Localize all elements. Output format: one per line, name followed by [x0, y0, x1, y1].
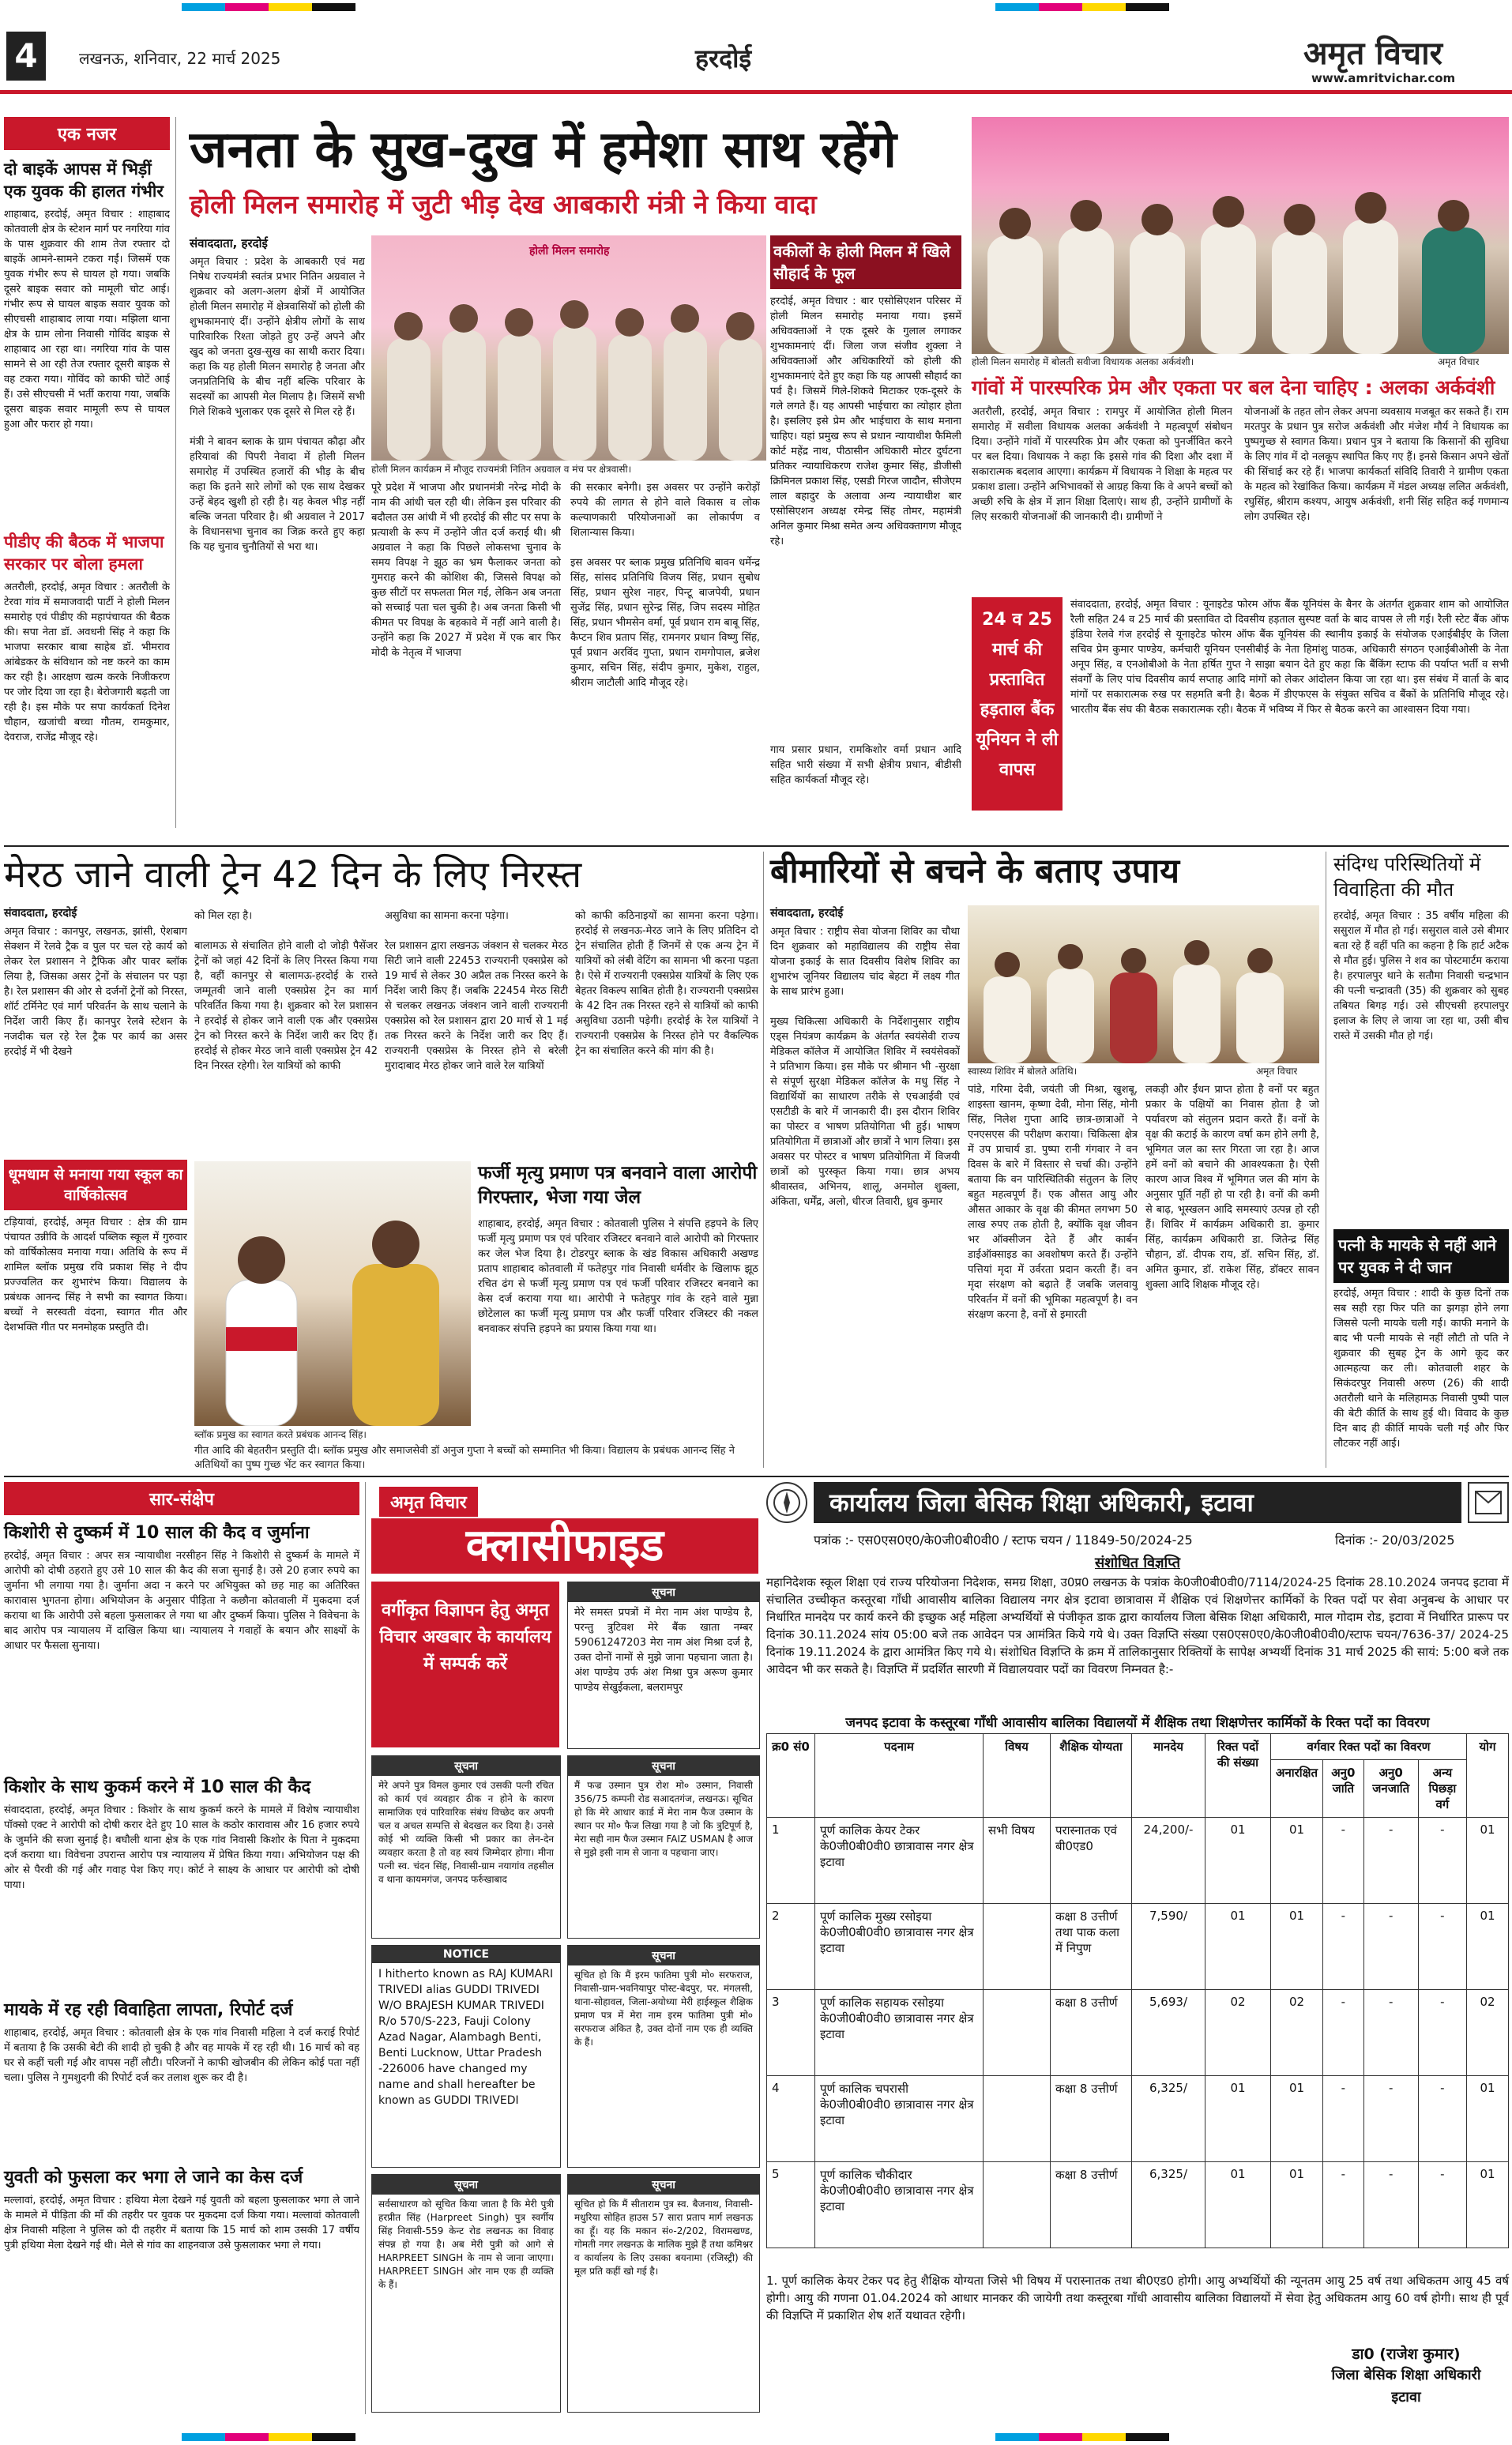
- classified-notice-4: [371, 1945, 561, 2168]
- cell-st: -: [1363, 1818, 1418, 1904]
- col-divider-sar: [365, 1482, 366, 2414]
- print-color-bar-top-left: [182, 3, 355, 11]
- sar-story-1-body: हरदोई, अमृत विचार : अपर सत्र न्यायाधीश नरसीहन सिंह ने किशोरी से दुष्कर्म के मामले में आरोपी को दोषी ठहराते हुए उसे 10 साल की कैद की सजा सुनाई है। उसे 20 हजार रुपये का जुर्माना भी लगाया गया है। जुर्माना अदा न करने पर अभियुक्त को छह माह का अतिरिक्त कारावास भुगतना होगा। अभियोजन के अनुसार पीड़िता ने कछौना कोतवाली में मुकदमा दर्ज कराया था कि आरोपी उसे बहला फुसलाकर ले गया था और दुष्कर्म किया। पुलिस ने विवेचना के बाद आरोप पत्र न्यायालय में दाखिल किया था। न्यायालय ने गवाहों के बयान और साक्ष्यों के आधार पर फैसला सुनाया।: [4, 1550, 359, 1652]
- th-total: योग: [1467, 1734, 1509, 1818]
- health-col-1: अमृत विचार : राष्ट्रीय सेवा योजना शिविर का चौथा दिन शुक्रवार को महाविद्यालय की राष्ट्रीय सेवा योजना इकाई के सात दिवसीय विशेष शिविर का शुभारंभ जूनियर विद्यालय चांद बेहटा में लक्ष्य गीत के साथ प्रारंभ हुआ। मुख्य चिकित्सा अधिकारी के निर्देशानुसार राष्ट्रीय एड्स नियंत्रण कार्यक्रम के अंतर्गत स्वयंसेवी राज्य मेडिकल कॉलेज में आयोजित शिविर में स्वयंसेवकों ने प्रतिभाग किया। इस मौके पर श्रीमान भी -सुरक्षा से संपूर्ण सुरक्षा मेडिकल कॉलेज के मधु सिंह ने विद्यार्थियों का साधारण तरीके से एचआईवी एवं एसटीडी के बारे में जानकारी दी। इस दौरान शिविर का पोस्टर व भाषण प्रतियोगिता भी हुई। भाषण प्रतियोगिता में छात्राओं और छात्रों ने भाग लिया। इस अवसर पर पोस्टर व भाषण प्रतियोगिता में विजयी छात्रों को पुरस्कृत किया गया। छात्र अभय श्रीवास्तव, अभिनय, शालू, अनमोल शुक्ला, अंकिता, धर्मेंद्र, अलो, धीरज तिवारी, ध्रुव कुमार: [770, 926, 960, 1208]
- cell-qualification: कक्षा 8 उत्तीर्ण: [1051, 2076, 1132, 2162]
- cell-obc: -: [1418, 1818, 1466, 1904]
- lead-photo: [371, 235, 766, 461]
- table-header-row: [767, 1734, 1509, 1760]
- header-rule: [0, 90, 1512, 94]
- classified-notice-7: [567, 2174, 760, 2413]
- cell-vacancies: 01: [1205, 1818, 1271, 1904]
- lead-col-2: पूरे प्रदेश में भाजपा और प्रधानमंत्री नरेन्द्र मोदी के नाम की आंधी चल रही थी। लेकिन इस परिवार की बदौलत उस आंधी में भी हरदोई की सीट पर सपा के प्रत्याशी के रूप में उन्होंने जीत दर्ज कराई थी। श्री अग्रवाल ने कहा कि पिछले लोकसभा चुनाव के समय विपक्ष ने झूठ का भ्रम फैलाकर जनता को गुमराह करने की कोशिश की, जिससे विपक्ष को कुछ सीटों पर सफलता मिल गई, लेकिन अब जनता को सच्चाई पता चल चुकी है। अब जनता किसी भी कीमत पर विपक्ष के बहकावे में नहीं आने वाली है। उन्होंने कहा कि 2027 में प्रदेश में एक बार फिर मोदी के नेतृत्व में भाजपा: [371, 482, 561, 659]
- cell-total: 02: [1467, 1990, 1509, 2076]
- sar-story-2-body: संवाददाता, हरदोई, अमृत विचार : किशोर के साथ कुकर्म करने के मामले में विशेष न्यायाधीश पॉक्सो एक्ट ने आरोपी को दोषी करार देते हुए 10 साल के कठोर कारावास और 16 हजार रुपये के जुर्माने की सजा सुनाई है। बघौली थाना क्षेत्र के एक गांव निवासी किशोर के पिता ने मुकदमा दर्ज कराया था। विवेचना उपरान्त आरोप पत्र न्यायालय में प्रेषित किया गया। अभियोजन पक्ष की ओर से पैरवी की गई और गवाह पेश किए गए। कोर्ट ने साक्ष्य के आधार पर आरोपी को दोषी पाया।: [4, 1804, 359, 1891]
- health-photo-caption: स्वास्थ्य शिविर में बोलते अतिथि।: [968, 1066, 1078, 1077]
- mayke-body: हरदोई, अमृत विचार : शादी के कुछ दिनों तक सब सही रहा फिर पति का झगड़ा होने लगा जिससे पत्नी मायके चली गई। काफी मनाने के बाद भी पत्नी मायके से नहीं लौटी तो पति ने शुक्रवार की सुबह ट्रेन के आगे कूद कर आत्महत्या कर ली। कोतवाली शहर के सिकंदरपुर निवासी अरुण (26) की शादी अतरौली थाने के मलिहामऊ निवासी पुष्पी पाल की बेटी कीर्ति के साथ हुई थी। विवाद के कुछ दिन बाद ही कीर्ति मायके चली गई और फिर लौटकर नहीं आई।: [1333, 1288, 1509, 1450]
- table-row: [767, 1818, 1509, 1904]
- cell-obc: -: [1418, 1904, 1466, 1990]
- lead-photo-people: [371, 291, 766, 461]
- cell-sc: -: [1323, 1990, 1364, 2076]
- bsa-patrank: पत्रांक :- एस0एस0ए0/के0जी0बी0वी0 / स्टाफ चयन / 11849-50/2024-25: [814, 1533, 1193, 1548]
- th-serial: क्र0 सं0: [767, 1734, 815, 1818]
- table-row: [767, 2162, 1509, 2248]
- cell-serial: 5: [767, 2162, 815, 2248]
- lead-photo-caption: होली मिलन कार्यक्रम में मौजूद राज्यमंत्री नितिन अग्रवाल व मंच पर क्षेत्रवासी।: [371, 464, 632, 475]
- cell-honorarium: 7,590/: [1132, 1904, 1205, 1990]
- th-st: अनु0 जनजाति: [1363, 1760, 1418, 1818]
- classified-promo: वर्गीकृत विज्ञापन हेतु अमृत विचार अखबार के कार्यालय में सम्पर्क करें: [371, 1582, 559, 1747]
- lead-headline: जनता के सुख-दुख में हमेशा साथ रहेंगे: [190, 121, 897, 179]
- notice-2-text: मेरे अपने पुत्र विमल कुमार एवं उसकी पत्नी रचित को कार्य एवं व्यवहार ठीक न होने के कारण सामाजिक एवं पारिवारिक संबंध विच्छेद कर अपनी चल व अचल सम्पत्ति से बेदखल कर दिया है। उनसे कोई भी व्यक्ति किसी भी प्रकार का लेन-देन व्यवहार करता है तो वह स्वयं जिम्मेदार होगा। मीना पत्नी स्व. चंदन सिंह, निवासी-ग्राम नयागांव तहसील व थाना कायमगंज, जनपद फर्रुखाबाद: [378, 1780, 554, 1885]
- th-obc: अन्य पिछड़ा वर्ग: [1418, 1760, 1466, 1818]
- lawyers-holi-box: [770, 235, 961, 678]
- lawyers-holi-body: हरदोई, अमृत विचार : बार एसोसिएशन परिसर में होली मिलन समारोह मनाया गया। इसमें अधिवक्ताओं ने एक दूसरे के गुलाल लगाकर शुभकामनाएं दीं। जिला जज संजीव शुक्ला ने अधिवक्ताओं और अधिकारियों को होली की शुभकामनाएं देते हुए कहा कि यह आपसी सौहार्द का पर्व है। जिसमें गिले-शिकवे मिटाकर एक-दूसरे के गले लगते हैं। यह आपसी भाईचारा का त्योहार होता है। इसलिए इसे प्रेम और भाईचारा के साथ मनाना चाहिए। यहां प्रमुख रूप से प्रधान न्यायाधीश फैमिली कोर्ट महेंद्र नाथ, पीठासीन अधिकारी मोटर दुर्घटना प्रतिकर न्यायाधिकरण राजेश कुमार सिंह, डीजीसी क्रिमिनल प्रकाश सिंह, एसडी गिरज जादौन, सीजेएम लाल बहादुर के अलावा अन्य न्यायाधीश बार एसोसिएशन अध्यक्ष रमेन्द्र सिंह तोमर, महामंत्री अनिल कुमार मिश्रा समेत अन्य अधिवक्तागण मौजूद रहे।: [770, 295, 961, 547]
- table-row: [767, 1990, 1509, 2076]
- cell-serial: 4: [767, 2076, 815, 2162]
- notice-7-label: सूचना: [568, 2175, 759, 2195]
- health-col-2: पांडे, गरिमा देवी, जयंती जी मिश्रा, खुशबू, शाइस्ता खानम, कृष्णा देवी, मोना सिंह, मोनी सिंह, निलेश गुप्ता आदि छात्र-छात्राओं ने एनएसएस की परीक्षण कराया। चिकित्सा क्षेत्र में उप प्राचार्य डा. पुष्पा रानी गंगवार ने वन दिवस के बारे में विस्तार से चर्चा की। उन्होंने बताया कि वन पारिस्थितिकी संतुलन के लिए बहुत महत्वपूर्ण हैं। एक औसत आयु और औसत आकार के वृक्ष की कीमत लगभग 50 लाख रुपए तक होती है, क्योंकि वृक्ष जीवन भर ऑक्सीजन देते हैं और कार्बन डाईऑक्साइड का अवशोषण करते हैं। उन्होंने पत्तियां मृदा में उर्वरता प्रदान करती हैं। वन मृदा संरक्षण को बढ़ाते हैं जबकि जलवायु परिवर्तन में वनों की भूमिका महत्वपूर्ण है। वन संरक्षण करना है, वनों से इमारती: [968, 1084, 1138, 1321]
- train-col-2: को मिल रहा है। बालामऊ से संचालित होने वाली दो जोड़ी पैसेंजर ट्रेनों को जहां 42 दिनों के लिए निरस्त किया गया है, वहीं कानपुर से बालामऊ-हरदोई के रास्ते जम्मूतवी जाने वाली एक्सप्रेस ट्रेन का मार्ग परिवर्तित किया गया है। शुक्रवार को रेल प्रशासन ने हरदोई से होकर जाने वाली एक और एक्सप्रेस ट्रेन को निरस्त करने के निर्देश जारी कर दिए हैं। हरदोई से होकर मेरठ जाने वाली एक्सप्रेस ट्रेन 42 दिन निरस्त रहेगी। रेल यात्रियों को काफी: [194, 910, 378, 1072]
- train-col-4: को काफी कठिनाइयों का सामना करना पड़ेगा। हरदोई से लखनऊ-मेरठ जाने के लिए प्रतिदिन दो ट्रेन संचालित होती हैं जिनमें से एक अन्य ट्रेन में यात्रियों को लंबी वेटिंग का सामना भी करना पड़ता है। ऐसे में राज्यरानी एक्सप्रेस यात्रियों के लिए एक बेहतर विकल्प साबित होती है। राज्यरानी एक्सप्रेस के 42 दिन तक निरस्त रहने से यात्रियों को काफी असुविधा उठानी पड़ेगी। हरदोई के रेल यात्रियों ने राज्यरानी एक्सप्रेस के निरस्त होने पर वैकल्पिक ट्रेन का संचालित करने की मांग की है।: [575, 910, 758, 1057]
- cell-qualification: कक्षा 8 उत्तीर्ण: [1051, 1990, 1132, 2076]
- school-photo-people: [194, 1209, 471, 1426]
- cell-obc: -: [1418, 2162, 1466, 2248]
- cell-total: 01: [1467, 1818, 1509, 1904]
- page-header: [0, 24, 1512, 103]
- bsa-advert: [766, 1482, 1509, 2414]
- page-number-box: [6, 32, 46, 81]
- cell-qualification: परास्नातक एवं बी0एड0: [1051, 1818, 1132, 1904]
- cell-unreserved: 01: [1271, 2162, 1323, 2248]
- suspicious-death-body: हरदोई, अमृत विचार : 35 वर्षीय महिला की ससुराल में मौत हो गई। ससुराल वाले उसे बीमार बता रहे हैं वहीं पति का कहना है कि हार्ट अटैक से मौत हुई। पुलिस ने शव का पोस्टमार्टम कराया है। हरपालपुर थाने के सतौमा निवासी चन्द्रभान की पत्नी चन्द्रावती (35) की शुक्रवार को सुबह तबियत बिगड़ गई। उसे सीएचसी हरपालपुर इलाज के लिए ले जाया जा रहा था, उसी बीच रास्ते में उसकी मौत हो गई।: [1333, 910, 1509, 1042]
- alka-body-2: योजनाओं के तहत लोन लेकर अपना व्यवसाय मजबूत कर सकते हैं। राम मरतपुर के प्रधान पुत्र सरोज अर्कवंशी और मंजेश मौर्य ने विधायक का पुष्पगुच्छ से स्वागत किया। प्रधान पुत्र ने बताया कि किसानों की सुविधा के लिए गांव में दो नलकूप स्थापित किए गए हैं। इनसे किसान अपने खेतों की सिंचाई कर रहे हैं। भाजपा कार्यकर्ता संविदि तिवारी ने ग्रामीण एकता के महत्व को रेखांकित किया। कार्यक्रम में मंडल अध्यक्ष ललित अर्कवंशी, रघुसिंह, श्रीराम कश्यप, आयुष अर्कवंशी, शनी सिंह सहित कई गणमान्य लोग उपस्थित रहे।: [1244, 406, 1509, 523]
- cell-sc: -: [1323, 2076, 1364, 2162]
- sar-story-4-headline: युवती को फुसला कर भगा ले जाने का केस दर्ज: [4, 2168, 303, 2187]
- alka-headline: गांवों में पारस्परिक प्रेम और एकता पर बल देना चाहिए : अलका अर्कवंशी: [972, 376, 1495, 399]
- cell-post: पूर्ण कालिक सहायक रसोइया के0जी0बी0वी0 छात्रावास नगर क्षेत्र इटावा: [815, 1990, 984, 2076]
- train-headline: मेरठ जाने वाली ट्रेन 42 दिन के लिए निरस्त: [4, 853, 582, 897]
- th-qualification: शैक्षिक योग्यता: [1051, 1734, 1132, 1818]
- train-col-3: असुविधा का सामना करना पड़ेगा। रेल प्रशासन द्वारा लखनऊ जंक्शन से चलकर मेरठ सिटी जाने वाली 22453 राज्यरानी एक्सप्रेस को 19 मार्च से लेकर 30 अप्रैल तक निरस्त करने के निर्देश जारी किए हैं। जबकि 22454 मेरठ सिटी से चलकर लखनऊ जंक्शन जाने वाली राज्यरानी एक्सप्रेस को रेल प्रशासन द्वारा 20 मार्च से 1 मई तक निरस्त करने के निर्देश जारी कर दिए हैं। राज्यरानी एक्सप्रेस के निरस्त होने से बरेली मुरादाबाद मेरठ होकर जाने वाले रेल यात्रियों: [385, 910, 568, 1072]
- col-divider-left: [175, 117, 176, 828]
- cell-vacancies: 01: [1205, 2076, 1271, 2162]
- bsa-signature-title-1: जिला बेसिक शिक्षा अधिकारी: [1331, 2367, 1481, 2383]
- dateline: लखनऊ, शनिवार, 22 मार्च 2025: [79, 49, 281, 68]
- cell-serial: 1: [767, 1818, 815, 1904]
- classified-notice-2: [371, 1755, 561, 1939]
- health-byline: संवाददाता, हरदोई: [770, 907, 844, 920]
- alka-body-1: अतरौली, हरदोई, अमृत विचार : रामपुर में आयोजित होली मिलन समारोह में सवीला विधायक अलका अर्कवंशी ने महत्वपूर्ण संबोधन दिया। उन्होंने गांवों में पारस्परिक प्रेम और एकता को पुनर्जीवित करने पर बल दिया। विधायक ने कहा कि इससे गांव की दिशा और दशा में सकारात्मक बदलाव आएगा। कार्यक्रम में विधायक ने शिक्षा के महत्व पर प्रकाश डाला। उन्होंने अभिभावकों से आग्रह किया कि वे अपने बच्चों को अच्छी रुचि के क्षेत्र में ज्ञान शिक्षा दिलाएं। साथ ही, उन्होंने ग्रामीणों के लिए सरकारी योजनाओं की जानकारी दी। ग्रामीणों ने: [972, 406, 1232, 523]
- cell-unreserved: 01: [1271, 1904, 1323, 1990]
- bsa-title-bar: [814, 1482, 1461, 1523]
- cell-subject: सभी विषय: [984, 1818, 1051, 1904]
- cell-subject: [984, 1990, 1051, 2076]
- col-divider-mid: [763, 852, 764, 1468]
- cell-subject: [984, 2076, 1051, 2162]
- lead-byline: संवाददाता, हरदोई: [190, 236, 268, 250]
- notice-3-label: सूचना: [568, 1756, 759, 1776]
- notice-5-label: सूचना: [568, 1946, 759, 1965]
- brand-website: www.amritvichar.com: [1311, 71, 1456, 85]
- print-color-bar-bottom-right: [995, 2433, 1169, 2441]
- th-post: पदनाम: [815, 1734, 984, 1818]
- school-footer-text: गीत आदि की बेहतरीन प्रस्तुति दी। ब्लॉक प्रमुख और समाजसेवी डॉ अनुज गुप्ता ने बच्चों को सम्मानित भी किया। विद्यालय के प्रबंधक आनन्द सिंह ने अतिथियों का पुष्प गुच्छ भेंट कर स्वागत किया।: [194, 1445, 735, 1471]
- health-photo: [968, 905, 1319, 1063]
- bsa-signature-name: डा0 (राजेश कुमार): [1352, 2345, 1461, 2363]
- cell-vacancies: 02: [1205, 1990, 1271, 2076]
- health-col-3: लकड़ी और ईंधन प्राप्त होता है वनों पर बहुत प्रकार के पक्षियों का निवास होता है जो पर्यावरण को संतुलन प्रदान करते हैं। वनों के वृक्ष की कटाई के कारण वर्षा कम होने लगी है, भूमिगत जल का स्तर गिरता जा रहा है। आज हमें वनों को बचाने की आवश्यकता है। ऐसी कारण आज विश्व में भूमिगत जल की मांग के अनुसार पूर्ति नहीं हो पा रही है। वनों की कमी से बाढ़, भूस्खलन आदि समस्याएं उत्पन्न हो रही हैं। शिविर में कार्यक्रम अधिकारी डा. कुमार सिंह, कार्यक्रम अधिकारी डा. जितेन्द्र सिंह चौहान, डॉ. दीपक राय, डॉ. सचिन सिंह, डॉ. अमित कुमार, डॉ. राकेश सिंह, डॉक्टर सावन शुक्ला आदि शिक्षक मौजूद रहे।: [1145, 1084, 1319, 1291]
- cell-subject: [984, 2162, 1051, 2248]
- divider-lower: [4, 1476, 1509, 1477]
- fake-death-body: शाहाबाद, हरदोई, अमृत विचार : कोतवाली पुलिस ने संपत्ति हड़पने के लिए फर्जी मृत्यु प्रमाण पत्र एवं परिवार रजिस्टर बनवाने वाले आरोपी को गिरफ्तार कर जेल भेज दिया है। टोडरपुर ब्लाक के खंड विकास अधिकारी अखण्ड प्रताप शाहाबाद कोतवाली में फतेहपुर गांव निवासी धर्मवीर के खिलाफ झूठ रचित ढंग से फर्जी मृत्यु प्रमाण पत्र एवं फर्जी परिवार रजिस्टर बनवाने का केस दर्ज कराया गया था। आरोपी ने फतेहपुर गांव के रहने वाले मुन्ना छोटेलाल का फर्जी मृत्यु प्रमाण पत्र और फर्जी परिवार रजिस्टर की नकल बनवाकर संपत्ति हड़पने का प्रयास किया गया था।: [478, 1218, 758, 1335]
- th-unreserved: अनारक्षित: [1271, 1760, 1323, 1818]
- ek-nazar-tag: एक नजर: [4, 117, 170, 150]
- classified-title: क्लासीफाइड: [371, 1518, 758, 1574]
- th-subject: विषय: [984, 1734, 1051, 1818]
- alka-photo: [972, 117, 1509, 354]
- section-title: हरदोई: [695, 43, 752, 73]
- table-row: [767, 2076, 1509, 2162]
- cell-honorarium: 24,200/-: [1132, 1818, 1205, 1904]
- cell-subject: [984, 1904, 1051, 1990]
- classified-brand: अमृत विचार: [379, 1487, 478, 1517]
- classified-notice-3: [567, 1755, 760, 1939]
- bsa-vacancy-table: [766, 1733, 1509, 2248]
- bsa-signature-title-2: इटावा: [1391, 2389, 1421, 2406]
- notice-4-label: NOTICE: [372, 1946, 560, 1963]
- sar-story-3-headline: मायके में रह रही विवाहिता लापता, रिपोर्ट दर्ज: [4, 2000, 293, 2020]
- cell-post: पूर्ण कालिक केयर टेकर के0जी0बी0वी0 छात्रावास नगर क्षेत्र इटावा: [815, 1818, 984, 1904]
- brand-logo: अमृत विचार: [1303, 36, 1442, 72]
- lead-subhead: होली मिलन समारोह में जुटी भीड़ देख आबकारी मंत्री ने किया वादा: [190, 189, 817, 220]
- cell-honorarium: 6,325/: [1132, 2162, 1205, 2248]
- cell-vacancies: 01: [1205, 2162, 1271, 2248]
- th-category: वर्गवार रिक्त पदों का विवरण: [1271, 1734, 1467, 1760]
- cell-obc: -: [1418, 1990, 1466, 2076]
- alka-photo-credit: अमृत विचार: [1438, 356, 1480, 367]
- lead-col-3: की सरकार बनेगी। इस अवसर पर उन्होंने करोड़ों रुपये की लागत से होने वाले विकास व लोक कल्याणकारी परियोजनाओं का लोकार्पण व शिलान्यास किया। इस अवसर पर ब्लाक प्रमुख प्रतिनिधि बावन धर्मेन्द्र सिंह, सांसद प्रतिनिधि विजय सिंह, प्रधान सुबोध सिंह, प्रधान सुरेश नाहर, पिन्टू बाजपेयी, प्रधान सुजेंद्र सिंह, प्रधान सुरेन्द्र सिंह, जिप सदस्य मोहित सिंह, प्रधान भीमसेन वर्मा, पूर्व प्रधान राम बाबू सिंह, कैप्टन शिव प्रताप सिंह, रामनगर प्रधान विष्णु सिंह, पूर्व प्रधान अरविंद गुप्ता, प्रधान रामगोपाल, ब्रजेश कुमार, सचिन सिंह, संदीप कुमार, मुकेश, राहुल, श्रीराम जाटौली आदि मौजूद रहे।: [570, 482, 760, 689]
- bsa-note: 1. पूर्ण कालिक केयर टेकर पद हेतु शैक्षिक योग्यता जिसे भी विषय में परास्नातक तथा बी0एड0 होगी। आयु अभ्यर्थियों की न्यूनतम आयु 25 वर्ष तथा अधिकतम आयु 45 वर्ष होगी। आयु की गणना 01.04.2024 को आधार मानकर की जायेगी तथा कस्तूरबा गाँधी आवासीय बालिका विद्यालयों में सेवा हेतु अधिकतम आयु 60 वर्ष होगी। साथ ही पूर्व की विज्ञप्ति में प्रकाशित शेष शर्ते यथावत रहेगी।: [766, 2274, 1509, 2323]
- cell-obc: -: [1418, 2076, 1466, 2162]
- cell-unreserved: 01: [1271, 1818, 1323, 1904]
- fake-death-headline: फर्जी मृत्यु प्रमाण पत्र बनवाने वाला आरोपी गिरफ्तार, भेजा गया जेल: [478, 1163, 758, 1208]
- story-bike-body: शाहाबाद, हरदोई, अमृत विचार : शाहाबाद कोतवाली क्षेत्र के स्टेशन मार्ग पर नगरिया गांव के पास शुक्रवार की शाम तेज रफ्तार दो बाइकें आमने-सामने टकरा गईं। जिसमें एक युवक गंभीर रूप से घायल हो गया। जबकि दूसरे बाइक सवार को मामूली चोट आई। गंभीर रूप से घायल बाइक सवार युवक को सीएचसी शाहाबाद लाया गया। मझिला थाना क्षेत्र के ग्राम लोना निवासी गोविंद बाइक से शाहाबाद आ रहा था। नगरिया गांव के पास सामने से आ रही तेज रफ्तार दूसरी बाइक से वह टकरा गया। गोविंद को काफी चोटें आई हैं। उसे सीएचसी में भर्ती कराया गया, जबकि दूसरा बाइक सवार मामूली रूप से घायल हुआ और फरार हो गया।: [4, 209, 170, 431]
- cell-honorarium: 5,693/: [1132, 1990, 1205, 2076]
- sar-sankshep-column: [4, 1482, 359, 2414]
- cell-post: पूर्ण कालिक चपरासी के0जी0बी0वी0 छात्रावास नगर क्षेत्र इटावा: [815, 2076, 984, 2162]
- train-col-1: अमृत विचार : कानपुर, लखनऊ, झांसी, ऐशबाग सेक्शन में रेलवे ट्रैक व पुल पर चल रहे कार्य को लेकर रेल प्रशासन ने ट्रैफिक और पावर ब्लॉक लिया है, जिसका असर ट्रेनों के संचालन पर पड़ा है। रेल प्रशासन की ओर से दर्जनों ट्रेनों को निरस्त, शॉर्ट टर्मिनेट एवं मार्ग परिवर्तन के साथ चलाने के निर्देश जारी किए हैं। कानपुर रेलवे स्टेशन के नजदीक चल रहे रेल ट्रैक पर कार्य का असर हरदोई में भी देखने: [4, 926, 187, 1058]
- cell-total: 01: [1467, 2076, 1509, 2162]
- notice-3-text: मैं फज्र उस्मान पुत्र रोश मो० उस्मान, निवासी 356/75 कम्पनी रोड सआदतगंज, लखनऊ। सूचित हो कि मेरे आधार कार्ड में मेरा नाम फैज उस्मान के स्थान पर मो० फैज लिखा गया है जो कि त्रुटिपूर्ण है, मेरा सही नाम फैज उस्मान FAIZ USMAN है आज से मुझे इसी नाम से जाना व पहचाना जाए।: [574, 1780, 753, 1858]
- sar-story-2-headline: किशोर के साथ कुकर्म करने में 10 साल की कैद: [4, 1777, 311, 1797]
- story-pda-headline: पीडीए की बैठक में भाजपा सरकार पर बोला हमला: [4, 532, 164, 574]
- cell-sc: -: [1323, 2162, 1364, 2248]
- health-photo-people: [968, 929, 1319, 1063]
- divider-upper: [4, 845, 1509, 847]
- cell-unreserved: 02: [1271, 1990, 1323, 2076]
- bank-strike-box: 24 व 25 मार्च की प्रस्तावित हड़ताल बैंक यूनियन ने ली वापस: [972, 597, 1063, 811]
- print-color-bar-top-right: [995, 3, 1169, 11]
- suspicious-death-headline: संदिग्ध परिस्थितियों में विवाहिता की मौत: [1333, 853, 1481, 901]
- alka-photo-caption: होली मिलन समारोह में बोलती सवीजा विधायक अलका अर्कवंशी।: [972, 356, 1194, 367]
- school-photo: [194, 1161, 471, 1426]
- sar-sankshep-tag: सार-संक्षेप: [4, 1482, 359, 1515]
- notice-6-text: सर्वसाधारण को सूचित किया जाता है कि मेरी पुत्री हरप्रीत सिंह (Harpreet Singh) पुत्र स्वर्गीय सिंह निवासी-559 केन्ट रोड लखनऊ का विवाह संपन्न हो गया है। अब मेरी पुत्री को आगे से HARPREET SINGH के नाम से जाना जाएगा। HARPREET SINGH ओर नाम एक ही व्यक्ति के हैं।: [378, 2199, 554, 2290]
- health-headline: बीमारियों से बचने के बताए उपाय: [770, 852, 1180, 891]
- classified-notice-1: [567, 1582, 760, 1749]
- lawyers-holi-headline: वकीलों के होली मिलन में खिले सौहार्द के फूल: [770, 235, 961, 289]
- notice-5-text: सूचित हो कि मैं इरम फातिमा पुत्री मो० सरफराज, निवासी-ग्राम-भवनियापुर पोस्ट-बेदपुर, पर. मंगलसी, थाना-सोहावल, जिला-अयोध्या मेरी हाईस्कूल शैक्षिक प्रमाण पत्र में मेरा नाम इरम फातिमा पुत्री मो० सरफराज अंकित है, उक्त दोनों नाम एक ही व्यक्ति के हैं।: [574, 1969, 753, 2048]
- train-byline: संवाददाता, हरदोई: [4, 907, 77, 920]
- notice-1-text: मेरे समस्त प्रपत्रों में मेरा नाम अंश पाण्डेय है, परन्तु त्रुटिवश मेरे बैंक खाता नम्बर 59061247203 मेरा नाम अंश मिश्रा दर्ज है, उक्त दोनों नामों से मुझे जाना पहचाना जाता है। अंश पाण्डेय उर्फ अंश मिश्रा पुत्र अरूण कुमार पाण्डेय सेखुईकला, बलरामपुर: [574, 1607, 753, 1694]
- cell-st: -: [1363, 1990, 1418, 2076]
- bsa-table-title: जनपद इटावा के कस्तूरबा गाँधी आवासीय बालिका विद्यालयों में शैक्षिक तथा शिक्षणेत्तर कार्मिकों के रिक्त पदों का विवरण: [845, 1715, 1430, 1731]
- classified-notice-5: [567, 1945, 760, 2168]
- classified-section: [371, 1482, 758, 2414]
- bank-strike-body: संवाददाता, हरदोई, अमृत विचार : यूनाइटेड फोरम ऑफ बैंक यूनियंस के बैनर के अंतर्गत शुक्रवार शाम को आयोजित रैली सहित 24 व 25 मार्च की प्रस्तावित दो दिवसीय हड़ताल सुस्पष्ट वर्ता के बाद वापस ले ली गई। रैली स्टेट बैंक ऑफ इंडिया रेलवे गंज हरदोई से यूनाइटेड फोरम ऑफ बैंक यूनियंस की स्थानीय इकाई के संयोजक एआईबीईए के जिला सचिव प्रेम कुमार पाण्डेय, कर्मचारी यूनियन एनसीबीई के नेता हिमांशु पाठक, अधिकारी संगठन एआईबीओसी के नेता अनूप सिंह, व एनओबीओ के नेता हर्षित गुप्त ने साझा बयान देते हुए कहा कि बैंकिंग स्टाफ की पर्याप्त भर्ती व सभी संवर्गों के लिए पांच दिवसीय कार्य सप्ताह आदि मांगों को लेकर आंदोलन किया जा रहा था। इस संबंध में वार्ता के बाद मांगों पर सकारात्मक रुख पर सहमति बनी है। बैठक में डीएफएस के संयुक्त सचिव व बैंकों के प्रतिनिधि मौजूद रहे। भारतीय बैंक संघ की बैठक सकारात्मक रही। बैठक में भविष्य में फिर से बैठक करने का आश्वासन दिया गया।: [1070, 599, 1509, 716]
- notice-2-label: सूचना: [372, 1756, 560, 1776]
- bsa-title: कार्यालय जिला बेसिक शिक्षा अधिकारी, इटावा: [829, 1488, 1254, 1518]
- cell-st: -: [1363, 1904, 1418, 1990]
- th-sc: अनु0 जाति: [1323, 1760, 1364, 1818]
- notice-6-label: सूचना: [372, 2175, 560, 2195]
- school-photo-caption: ब्लॉक प्रमुख का स्वागत करते प्रबंधक आनन्द सिंह।: [194, 1429, 367, 1440]
- th-vacancies: रिक्त पदों की संख्या: [1205, 1734, 1271, 1818]
- cell-sc: -: [1323, 1818, 1364, 1904]
- cell-honorarium: 6,325/: [1132, 2076, 1205, 2162]
- bsa-dinank: दिनांक :- 20/03/2025: [1335, 1533, 1455, 1548]
- cell-post: पूर्ण कालिक चौकीदार के0जी0बी0वी0 छात्रावास नगर क्षेत्र इटावा: [815, 2162, 984, 2248]
- cell-total: 01: [1467, 2162, 1509, 2248]
- school-anniversary-body: टड़ियावां, हरदोई, अमृत विचार : क्षेत्र की ग्राम पंचायत उन्नीवि के आदर्श पब्लिक स्कूल में गुरुवार को वार्षिकोत्सव मनाया गया। अतिथि के रूप में शामिल ब्लॉक प्रमुख रवि प्रकाश सिंह ने दीप प्रज्ज्वलित कर शुभारंभ किया। विद्यालय के प्रबंधक आनन्द सिंह ने सभी का स्वागत किया। बच्चों ने सरस्वती वंदना, स्वागत गीत और देशभक्ति गीत पर मनमोहक प्रस्तुति दी।: [4, 1217, 187, 1333]
- cell-total: 01: [1467, 1904, 1509, 1990]
- notice-4-text: I hitherto known as RAJ KUMARI TRIVEDI alias GUDDI TRIVEDI W/O BRAJESH KUMAR TRIVEDI R/o 570/S-223, Fauji Colony Azad Nagar, Alambagh Benti, Benti Lucknow, Uttar Pradesh -226006 have changed my name and shall hereafter be known as GUDDI TRIVEDI: [378, 1968, 554, 2107]
- lead-photo-banner: होली मिलन समारोह: [529, 245, 610, 258]
- cell-st: -: [1363, 2076, 1418, 2162]
- cell-qualification: कक्षा 8 उत्तीर्ण: [1051, 2162, 1132, 2248]
- notice-1-label: सूचना: [568, 1582, 759, 1602]
- sar-story-3-body: शाहाबाद, हरदोई, अमृत विचार : कोतवाली क्षेत्र के एक गांव निवासी महिला ने दर्ज कराई रिपोर्ट में बताया है कि उसकी बेटी की शादी हो चुकी है और वह मायके में रह रही थी। 16 मार्च को वह घर से कहीं चली गई और वापस नहीं लौटी। परिजनों ने काफी खोजबीन की लेकिन कोई पता नहीं चला। पुलिस ने गुमशुदगी की रिपोर्ट दर्ज कर तलाश शुरू कर दी है।: [4, 2027, 359, 2084]
- th-honorarium: मानदेय: [1132, 1734, 1205, 1818]
- cell-serial: 2: [767, 1904, 815, 1990]
- bsa-intro: महानिदेशक स्कूल शिक्षा एवं राज्य परियोजना निदेशक, समग्र शिक्षा, उ0प्र0 लखनऊ के पत्रांक के0जी0बी0वी0/7114/2024-25 दिनांक 28.10.2024 जनपद इटावा में संचालित उच्चीकृत कस्तूरबा गाँधी आवासीय बालिका विद्यालय नगर क्षेत्र इटावा छात्रावास में शैक्षिक एवं शिक्षणेत्तर कार्मिकों के रिक्त पदों पर सेवा अनुबन्ध के आधार पर निर्धारित मानदेय पर कार्य करने की इच्छुक अर्ह महिला अभ्यर्थियों से पंजीकृत डाक द्वारा कार्यालय जिला बेसिक शिक्षा अधिकारी, माल गोदाम रोड, इटावा में निर्धारित प्रारूप पर दिनांक 30.11.2024 सांय 05:00 बजे तक आवेदन पत्र आमंत्रित किये गये थे। उक्त विज्ञप्ति संख्या एस0एस0ए0/के0जी0बी0वी0/स्टाफ चयन/7636-37/ 2024-25 दिनांक 19.11.2024 के द्वारा आमंत्रित किए गये थे। संशोधित विज्ञप्ति के क्रम में तालिकानुसार रिक्तियों के सापेक्ष अभ्यर्थी दिनांक 31 मार्च 2025 की सायं: 5:00 बजे तक आवेदन भी कर सकते है। विज्ञप्ति में प्रदर्शित सारणी में विद्यालयवार पदों का विवरण निम्नवत है:-: [766, 1575, 1509, 1676]
- cell-vacancies: 01: [1205, 1904, 1271, 1990]
- mayke-headline: पत्नी के मायके से नहीं आने पर युवक ने दी जान: [1333, 1229, 1509, 1283]
- classified-notice-6: [371, 2174, 561, 2413]
- cell-serial: 3: [767, 1990, 815, 2076]
- story-pda-body: अतरौली, हरदोई, अमृत विचार : अतरौली के टेरवा गांव में समाजवादी पार्टी ने होली मिलन समारोह एवं पीडीए की महापंचायत की बैठक की। सपा नेता डॉ. अवधनी सिंह ने कहा कि भाजपा सरकार बाबा साहेब डॉ. भीमराव आंबेडकर के संविधान को नष्ट करने का काम कर रही है। आरक्षण खत्म करके निजीकरण पर जोर दिया जा रहा है। बेरोजगारी बढ़ती जा रही है। इस मौके पर सपा कार्यकर्ता दिनेश चौहान, खजांची बच्चा गौतम, रामकुमार, देवराज, राजेंद्र मौजूद रहे।: [4, 581, 170, 743]
- cell-unreserved: 01: [1271, 2076, 1323, 2162]
- school-anniversary-headline: धूमधाम से मनाया गया स्कूल का वार्षिकोत्सव: [4, 1160, 187, 1210]
- page-number: 4: [14, 36, 38, 75]
- print-color-bar-bottom-left: [182, 2433, 355, 2441]
- notice-7-text: सूचित हो कि मैं सीताराम पुत्र स्व. बैजनाथ, निवासी-मधुरिया सोहित हाउस 57 सारा प्रताप मार्ग लखनऊ का हूँ। यह कि मकान सं०-2/202, विरामखण्ड, गोमती नगर लखनऊ के मालिक मुझे हैं तथा कमिश्नर व कार्यालय के लिए उसका बयनामा (रजिस्ट्री) की मूल प्रति कहीं खो गई है।: [574, 2199, 753, 2277]
- cell-st: -: [1363, 2162, 1418, 2248]
- table-row: [767, 1904, 1509, 1990]
- sar-story-4-body: मल्लावां, हरदोई, अमृत विचार : हथिया मेला देखने गई युवती को बहला फुसलाकर भगा ले जाने के मामले में पीड़िता की माँ की तहरीर पर युवक पर मुकदमा दर्ज किया गया। मल्लावां कोतवाली क्षेत्र निवासी महिला ने पुलिस को दी तहरीर में बताया कि 15 मार्च को शाम उसकी 17 वर्षीय पुत्री हथिया मेला देखने गई थी। मेले से गांव का शाहनवाज उसे फुसलाकर भगा ले गया।: [4, 2195, 359, 2251]
- cell-qualification: कक्षा 8 उत्तीर्ण तथा पाक कला में निपुण: [1051, 1904, 1132, 1990]
- bsa-emblem-icon: [766, 1482, 807, 1523]
- bsa-subtitle: संशोधित विज्ञप्ति: [1094, 1555, 1180, 1571]
- lead-col-4: गाय प्रसार प्रधान, रामकिशोर वर्मा प्रधान आदि सहित भारी संख्या में सभी क्षेत्रीय प्रधान, बीडीसी सहित कार्यकर्ता मौजूद रहे।: [770, 744, 961, 786]
- alka-photo-people: [972, 180, 1509, 354]
- sar-story-1-headline: किशोरी से दुष्कर्म में 10 साल की कैद व जुर्माना: [4, 1523, 310, 1543]
- lead-col-1: अमृत विचार : प्रदेश के आबकारी एवं मद्य निषेध राज्यमंत्री स्वतंत्र प्रभार नितिन अग्रवाल ने शुक्रवार को अलग-अलग क्षेत्रों में आयोजित होली मिलन समारोह में क्षेत्रवासियों को होली की शुभकामनाएं दीं। उन्होंने क्षेत्रीय लोगों के साथ पारिवारिक रिश्ता जोड़ते हुए उन्हें अपने और खुद को जनता दुख-सुख का साथी करार दिया। कहा कि यह होली मिलन समारोह है जनता और जनप्रतिनिधि के बीच नहीं बल्कि परिवार के सदस्यों का आपसी मेल मिलाप है। जिसमें सभी गिले शिकवे भुलाकर एक दूसरे से मिल रहे हैं। मंत्री ने बावन ब्लाक के ग्राम पंचायत कौढ़ा और हरियावां की पिपरी नेवादा में होली मिलन समारोह में उपस्थित हजारों की भीड़ के बीच कहा कि इतने सारे लोगों को एक साथ देखकर उन्हें बेहद खुशी हो रही है। यह केवल भीड़ नहीं बल्कि जनता परिवार है। श्री अग्रवाल ने 2017 के विधानसभा चुनाव का जिक्र करते हुए कहा कि यह चुनाव चुनौतियों से भरा था।: [190, 256, 365, 553]
- bsa-logo-icon: [1468, 1482, 1509, 1523]
- cell-post: पूर्ण कालिक मुख्य रसोइया के0जी0बी0वी0 छात्रावास नगर क्षेत्र इटावा: [815, 1904, 984, 1990]
- cell-sc: -: [1323, 1904, 1364, 1990]
- story-bike-headline: दो बाइकें आपस में भिड़ीं एक युवक की हालत गंभीर: [4, 160, 164, 201]
- health-photo-credit: अमृत विचार: [1256, 1066, 1298, 1077]
